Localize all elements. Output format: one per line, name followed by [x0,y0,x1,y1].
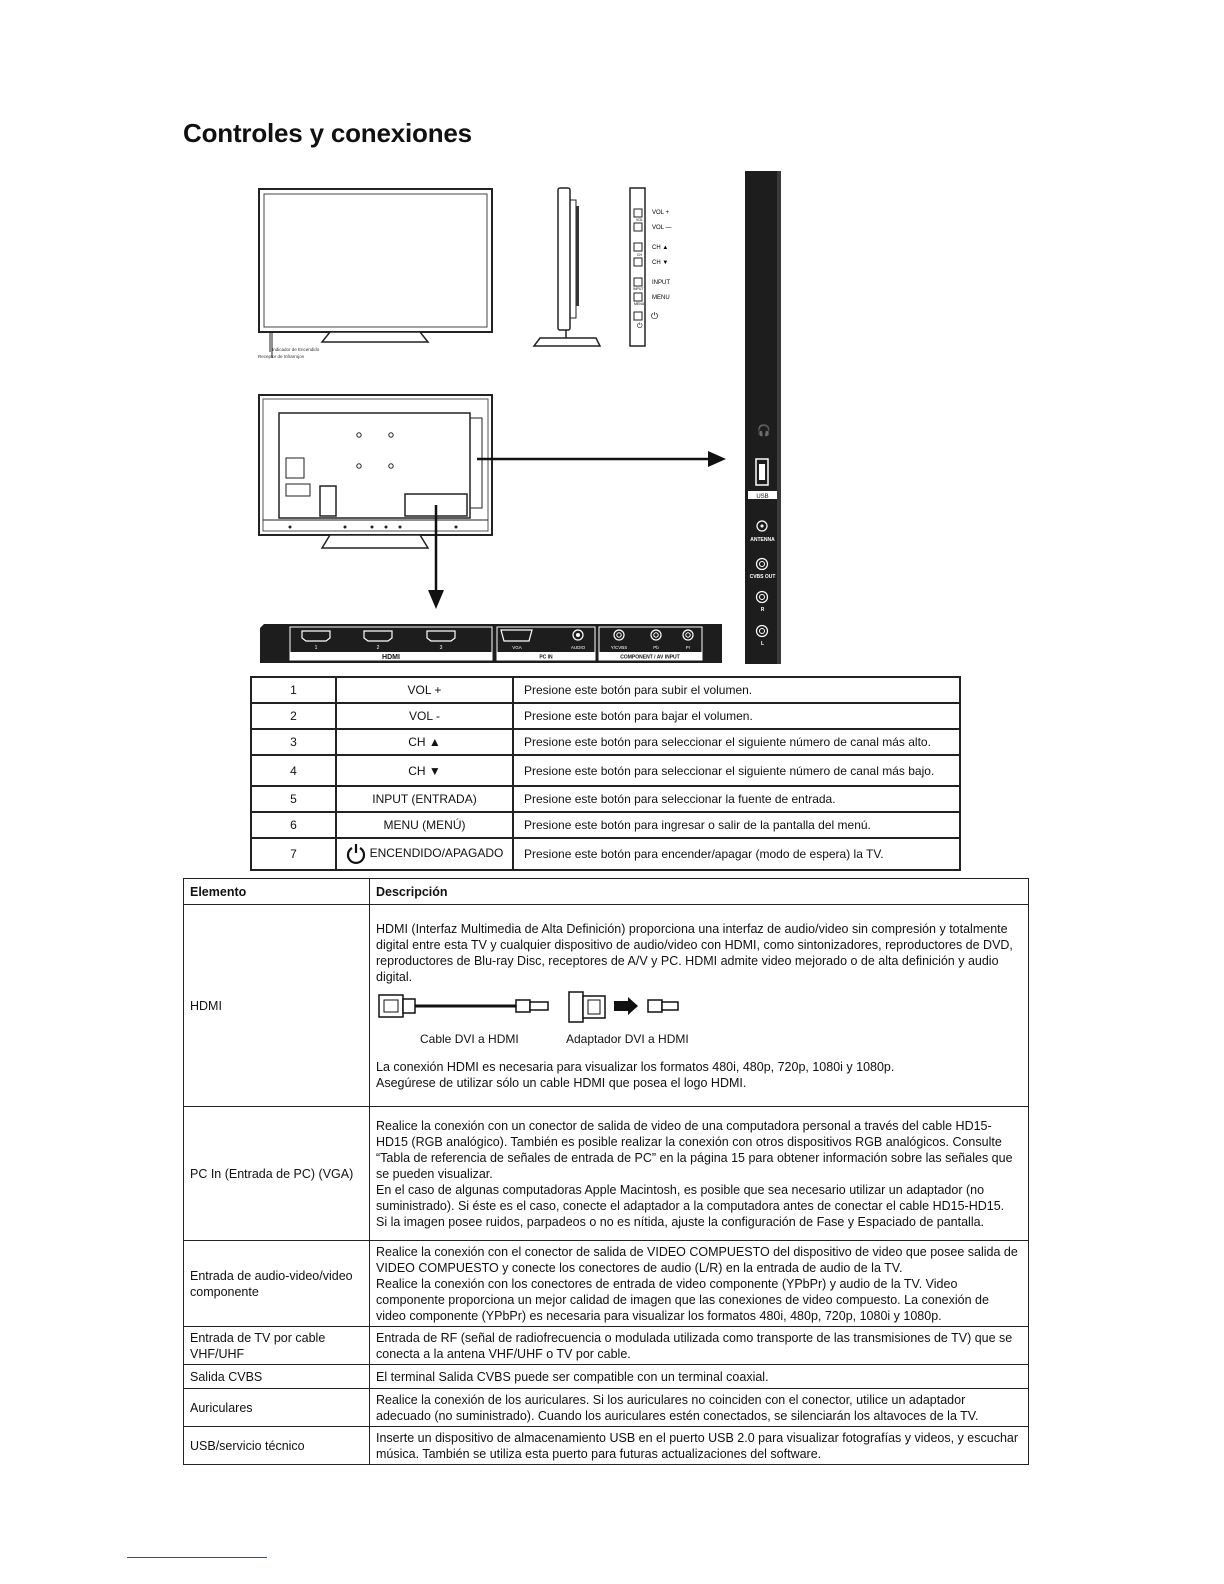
power-icon [346,843,366,865]
button-name: MENU (MENÚ) [336,812,513,838]
description-component [370,1241,1029,1327]
tv-side-view [534,188,600,346]
table-row [251,677,960,703]
side-port-r: R [760,607,765,613]
hdmi-cable-figure [376,987,1022,1049]
side-port-strip [745,171,781,664]
description-usb: Inserte un dispositivo de almacenamiento USB en el puerto USB 2.0 para visualizar fotografías y videos, y escuchar música. También se utiliza esta puerto para futuras actualizaciones del software. [370,1427,1029,1465]
ycvbs-label: Y/CVBS [610,645,628,650]
panel-small-power-icon: ⏻ [637,323,643,330]
element-component: Entrada de audio-video/video componente [184,1241,370,1327]
row-number: 7 [251,838,336,870]
component-paragraph-1: Realice la conexión con el conector de salida de VIDEO COMPUESTO del dispositivo de video que posee salida de VIDEO COMPUESTO y conecte los conectores de audio (L/R) en la entrada de audio de la TV. [376,1244,1018,1275]
button-name: CH ▼ [336,755,513,786]
description-hdmi [370,905,1029,1107]
panel-label-menu: MENU [652,295,670,301]
table-row [184,1427,1029,1465]
dvi-hdmi-illustration [376,987,706,1031]
pc-paragraph-2: En el caso de algunas computadoras Apple Macintosh, es posible que sea necesario utilizar un adaptador (no suministrado). Si éste es el caso, conecte el adaptador a la computadora antes de conectar el cable HD15-HD15. [376,1182,1005,1213]
front-label-power: Indicador de Encendido [272,347,320,352]
audio-label: AUDIO [570,645,586,650]
row-number: 5 [251,786,336,812]
pb-label: Pb [653,645,659,650]
button-name: ENCENDIDO/APAGADO [369,846,504,861]
side-port-cvbs: CVBS OUT [749,574,776,580]
row-number: 6 [251,812,336,838]
pc-paragraph-1: Realice la conexión con un conector de salida de video de una computadora personal a través del cable HD15-HD15 (RGB analógico). También es posible realizar la conexión con otros dispositivos RGB analógicos. Consulte “Tabla de referencia de señales de entrada de PC” en la página 15 para obtener información sobre las señales que se pueden visualizar. [376,1118,1013,1181]
table-row [184,1389,1029,1427]
element-auriculares: Auriculares [184,1389,370,1427]
hdmi-group-label: HDMI [382,654,400,661]
button-name: CH ▲ [336,729,513,755]
tv-front-view [259,189,492,358]
row-number: 1 [251,677,336,703]
table-row [184,905,1029,1107]
hdmi-paragraph-1: HDMI (Interfaz Multimedia de Alta Definición) proporciona una interfaz de audio/video sin compresión y totalmente digital entre esta TV y cualquier dispositivo de audio/video con HDMI, como sintonizadores, reproductores de DVD, reproductores de Blu-ray Disc, receptores de A/V y PC. HDMI admite video mejorado o de alta definición y audio digital. [376,921,1013,984]
connections-table [183,878,1029,1465]
button-description: Presione este botón para subir el volumen. [513,677,960,703]
table-header-row [184,879,1029,905]
component-group-label: COMPONENT / AV INPUT [620,654,680,661]
usb-port-inner [759,464,765,480]
table-row [251,786,960,812]
row-number: 2 [251,703,336,729]
vga-label: VGA [512,645,522,650]
header-element: Elemento [184,879,370,905]
button-description: Presione este botón para encender/apagar (modo de espera) la TV. [513,838,960,870]
table-row [251,703,960,729]
row-number: 3 [251,729,336,755]
table-row [184,1241,1029,1327]
panel-label-ch-up: CH ▲ [652,245,669,251]
table-row [184,1107,1029,1241]
panel-small-input: INPUT [633,287,644,291]
button-name: VOL - [336,703,513,729]
element-hdmi: HDMI [184,905,370,1107]
element-rf: Entrada de TV por cable VHF/UHF [184,1327,370,1365]
button-name: VOL + [336,677,513,703]
row-number: 4 [251,755,336,786]
front-label-ir: Receptor de Infrarrojos [258,354,305,359]
button-description: Presione este botón para ingresar o salir de la pantalla del menú. [513,812,960,838]
panel-label-ch-down: CH ▼ [652,260,669,266]
pc-in-group-label: PC IN [539,654,553,661]
table-row [251,838,960,870]
panel-small-menu: MENU [634,302,645,306]
button-name: INPUT (ENTRADA) [336,786,513,812]
component-paragraph-2: Realice la conexión con los conectores de entrada de video componente (YPbPr) y audio de la TV. Video componente proporciona un mejor calidad de imagen que las conexiones de video compuesto. La conexión de video componente (YPbPr) es necesaria para visualizar los formatos 480i, 480p, 720p, 1080i y 1080p. [376,1276,989,1323]
panel-small-vol: VOL [636,218,644,222]
arrow-head-right [708,451,726,467]
table-row [251,755,960,786]
caption-dvi-cable: Cable DVI a HDMI [420,1031,519,1046]
table-row [184,1327,1029,1365]
hdmi-paragraph-2: La conexión HDMI es necesaria para visualizar los formatos 480i, 480p, 720p, 1080i y 1080p. [376,1059,895,1074]
tv-rear-view [259,395,492,548]
hdmi-port-1-label: 1 [314,645,318,651]
headphone-icon: 🎧 [757,425,771,437]
button-description: Presione este botón para seleccionar el siguiente número de canal más alto. [513,729,960,755]
button-description: Presione este botón para seleccionar el siguiente número de canal más bajo. [513,755,960,786]
header-description: Descripción [370,879,1029,905]
side-port-l: L [760,641,765,647]
page-title: Controles y conexiones [183,118,472,148]
hdmi-port-3-label: 3 [439,645,443,651]
buttons-table [250,676,961,871]
table-row [251,729,960,755]
panel-small-ch: CH [637,253,643,257]
pr-label: Pr [685,645,691,650]
side-port-antenna: ANTENNA [750,537,775,543]
arrow-head-down [428,590,444,609]
panel-label-vol-up: VOL + [652,210,669,216]
description-pc-in [370,1107,1029,1241]
panel-power-icon: ⏻ [651,311,659,321]
description-auriculares: Realice la conexión de los auriculares. Si los auriculares no coinciden con el conector, utilice un adaptador adecuado (no suministrado). Cuando los auriculares estén conectados, se silenciarán los altavoces de la TV. [370,1389,1029,1427]
footer-rule [127,1557,267,1558]
table-row [251,812,960,838]
caption-dvi-adapter: Adaptador DVI a HDMI [566,1031,689,1046]
panel-label-vol-down: VOL — [652,225,672,231]
element-usb: USB/servicio técnico [184,1427,370,1465]
element-cvbs: Salida CVBS [184,1365,370,1389]
hdmi-paragraph-3: Asegúrese de utilizar sólo un cable HDMI que posea el logo HDMI. [376,1075,747,1090]
button-name-power [336,838,513,870]
table-row [184,1365,1029,1389]
side-control-panel [630,188,645,346]
side-port-usb: USB [756,494,769,500]
tv-diagram [0,0,1224,670]
button-description: Presione este botón para seleccionar la fuente de entrada. [513,786,960,812]
description-rf: Entrada de RF (señal de radiofrecuencia o modulada utilizada como transporte de las transmisiones de TV) que se conecta a la antena VHF/UHF o TV por cable. [370,1327,1029,1365]
description-cvbs: El terminal Salida CVBS puede ser compatible con un terminal coaxial. [370,1365,1029,1389]
button-description: Presione este botón para bajar el volumen. [513,703,960,729]
panel-label-input: INPUT [652,280,670,286]
element-pc-in: PC In (Entrada de PC) (VGA) [184,1107,370,1241]
hdmi-port-2-label: 2 [376,645,380,651]
pc-paragraph-3: Si la imagen posee ruidos, parpadeos o no es nítida, ajuste la configuración de Fase y Espaciado de pantalla. [376,1214,985,1229]
